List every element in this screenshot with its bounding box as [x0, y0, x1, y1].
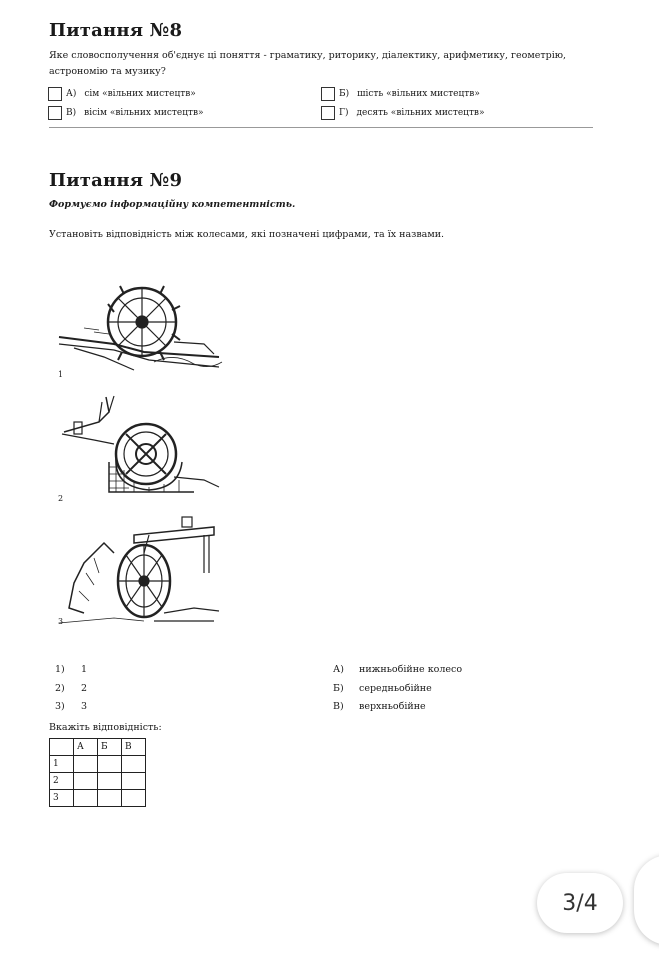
grid-cell[interactable]	[74, 756, 98, 773]
grid-cell[interactable]	[98, 773, 122, 790]
question-9-title: Питання №9	[49, 170, 183, 191]
option-a[interactable]: А) сім «вільних мистецтв»	[48, 87, 196, 101]
option-d[interactable]: Г) десять «вільних мистецтв»	[321, 106, 485, 120]
scroll-handle[interactable]	[634, 855, 659, 945]
grid-row-label: 3	[50, 790, 74, 807]
grid-row-label: 1	[50, 756, 74, 773]
answer-grid	[49, 738, 146, 807]
grid-cell[interactable]	[122, 773, 146, 790]
checkbox-b[interactable]	[321, 87, 335, 101]
grid-cell[interactable]	[74, 790, 98, 807]
picture-label-3: 3	[58, 617, 64, 626]
checkbox-d[interactable]	[321, 106, 335, 120]
grid-corner-cell	[50, 739, 74, 756]
question-8-text: Яке словосполучення об'єднує ці поняття - граматику, риторику, діалектику, арифметику, геометрію, астрономію та музику?	[49, 50, 567, 77]
left-item-3: 3) 3	[55, 701, 88, 712]
right-item-c: В) верхньобійне	[333, 701, 426, 712]
grid-cell[interactable]	[98, 790, 122, 807]
page-indicator[interactable]: 3/4	[537, 873, 623, 933]
grid-header-row	[50, 739, 146, 756]
checkbox-a[interactable]	[48, 87, 62, 101]
water-wheel-image-2	[54, 392, 224, 502]
grid-cell[interactable]	[122, 756, 146, 773]
water-wheel-image-3	[54, 513, 224, 628]
left-item-1: 1) 1	[55, 664, 88, 675]
right-item-b: Б) середньобійне	[333, 683, 432, 694]
right-item-a: А) нижньобійне колесо	[333, 664, 463, 675]
grid-header-b: Б	[98, 739, 122, 756]
grid-header-c: В	[122, 739, 146, 756]
option-c[interactable]: В) вісім «вільних мистецтв»	[48, 106, 204, 120]
picture-label-1: 1	[58, 370, 64, 379]
section-divider	[49, 127, 593, 128]
grid-cell[interactable]	[98, 756, 122, 773]
grid-row	[50, 773, 146, 790]
grid-row	[50, 790, 146, 807]
grid-cell[interactable]	[74, 773, 98, 790]
question-9-instruction: Установіть відповідність між колесами, які позначені цифрами, та їх назвами.	[49, 229, 445, 240]
left-item-2: 2) 2	[55, 683, 88, 694]
question-8-title: Питання №8	[49, 20, 183, 41]
picture-label-2: 2	[58, 494, 64, 503]
option-b[interactable]: Б) шість «вільних мистецтв»	[321, 87, 480, 101]
grid-header-a: А	[74, 739, 98, 756]
grid-cell[interactable]	[122, 790, 146, 807]
grid-row	[50, 756, 146, 773]
checkbox-c[interactable]	[48, 106, 62, 120]
question-9-subtitle: Формуємо інформаційну компетентність.	[49, 199, 296, 210]
water-wheel-image-1	[54, 282, 224, 377]
answer-label: Вкажіть відповідність:	[49, 722, 162, 733]
grid-row-label: 2	[50, 773, 74, 790]
